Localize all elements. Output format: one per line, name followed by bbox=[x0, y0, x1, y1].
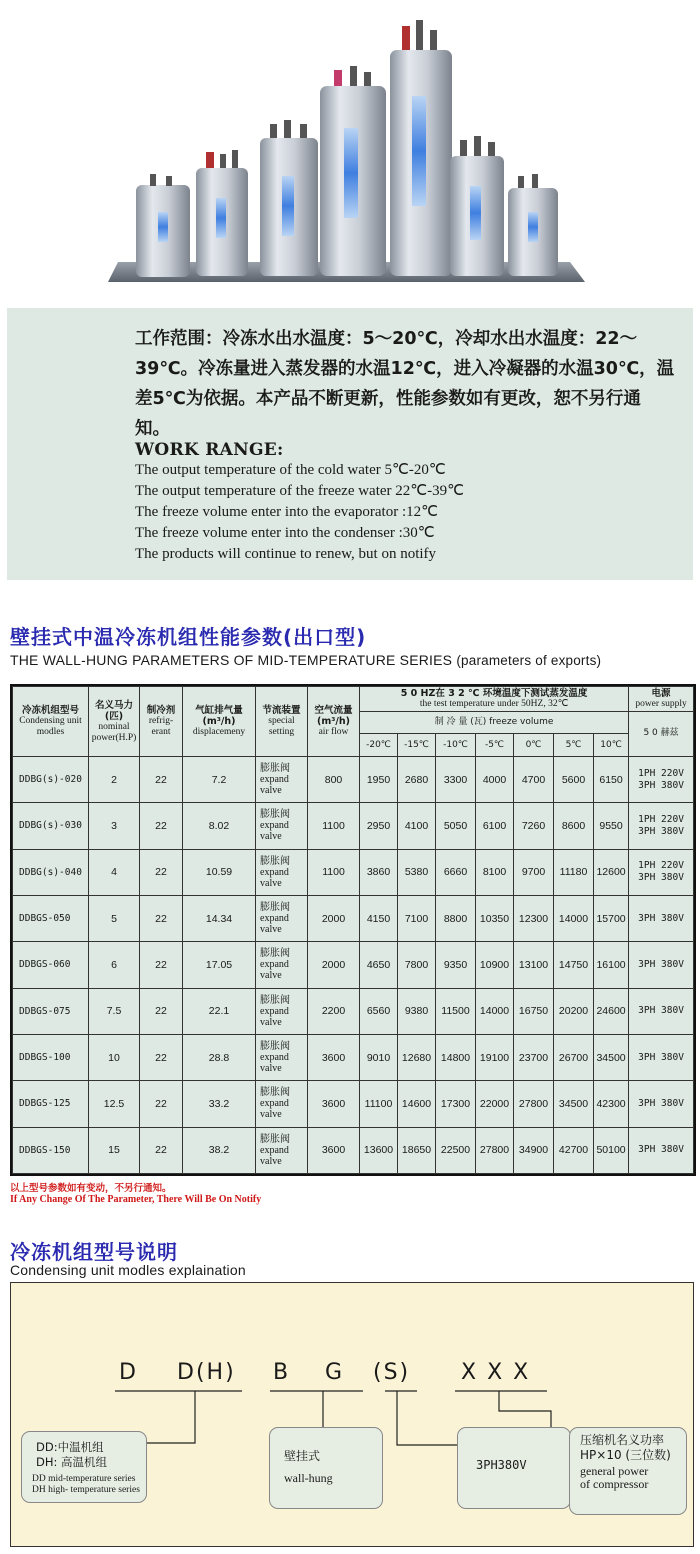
table-row bbox=[13, 1127, 694, 1173]
cell-freeze: 4000 bbox=[476, 757, 514, 803]
compressor-power-en: general power of compressor bbox=[580, 1464, 649, 1491]
work-range-line: The output temperature of the freeze water 22℃-39℃ bbox=[135, 483, 464, 499]
cell-refrigerant: 22 bbox=[140, 895, 183, 941]
cell-hp: 6 bbox=[89, 942, 140, 988]
cell-freeze: 17300 bbox=[436, 1081, 476, 1127]
cell-freeze: 5050 bbox=[436, 803, 476, 849]
cell-throttle: 膨胀阀 expand valve bbox=[256, 803, 308, 849]
cell-freeze: 14800 bbox=[436, 1034, 476, 1080]
cylinder-6 bbox=[450, 136, 504, 276]
cell-airflow: 3600 bbox=[308, 1127, 360, 1173]
cell-freeze: 42700 bbox=[554, 1127, 594, 1173]
work-range-lines bbox=[135, 460, 464, 565]
table-note-en: If Any Change Of The Parameter, There Will Be On Notify bbox=[10, 1194, 262, 1205]
cell-freeze: 4100 bbox=[398, 803, 436, 849]
cell-refrigerant: 22 bbox=[140, 1034, 183, 1080]
cell-freeze: 9380 bbox=[398, 988, 436, 1034]
cell-freeze: 3300 bbox=[436, 757, 476, 803]
cell-freeze: 5600 bbox=[554, 757, 594, 803]
cell-displacement: 10.59 bbox=[183, 849, 256, 895]
cell-throttle: 膨胀阀 expand valve bbox=[256, 942, 308, 988]
cell-freeze: 6150 bbox=[594, 757, 629, 803]
header-refrigerant: 制冷剂 refrig-erant bbox=[140, 687, 183, 757]
cell-model: DDBG(s)-020 bbox=[13, 757, 89, 803]
cell-freeze: 6560 bbox=[360, 988, 398, 1034]
cell-freeze: 50100 bbox=[594, 1127, 629, 1173]
cell-freeze: 34900 bbox=[514, 1127, 554, 1173]
cell-freeze: 9010 bbox=[360, 1034, 398, 1080]
header-temp: 10℃ bbox=[594, 734, 629, 757]
work-range-line: The freeze volume enter into the evaporator :12℃ bbox=[135, 504, 438, 520]
table-title-en-sub: (parameters of exports) bbox=[456, 653, 602, 668]
cell-freeze: 11100 bbox=[360, 1081, 398, 1127]
cell-power: 3PH 380V bbox=[629, 1127, 694, 1173]
wall-hung-en: wall-hung bbox=[284, 1471, 333, 1485]
cell-airflow: 2000 bbox=[308, 942, 360, 988]
cylinder-1 bbox=[136, 174, 190, 277]
cell-displacement: 14.34 bbox=[183, 895, 256, 941]
cell-model: DDBGS-050 bbox=[13, 895, 89, 941]
cell-displacement: 8.02 bbox=[183, 803, 256, 849]
cylinder-3 bbox=[260, 120, 318, 276]
cell-freeze: 6100 bbox=[476, 803, 514, 849]
header-model: 冷冻机组型号 Condensing unit modles bbox=[13, 687, 89, 757]
cell-freeze: 22500 bbox=[436, 1127, 476, 1173]
cell-power: 3PH 380V bbox=[629, 1081, 694, 1127]
cell-throttle: 膨胀阀 expand valve bbox=[256, 757, 308, 803]
code-part: G bbox=[325, 1360, 345, 1385]
cell-throttle: 膨胀阀 expand valve bbox=[256, 1034, 308, 1080]
power-box bbox=[457, 1427, 571, 1509]
cell-freeze: 2680 bbox=[398, 757, 436, 803]
wall-hung-box bbox=[269, 1427, 383, 1509]
header-temp: -20℃ bbox=[360, 734, 398, 757]
cell-freeze: 27800 bbox=[514, 1081, 554, 1127]
cell-refrigerant: 22 bbox=[140, 988, 183, 1034]
cell-freeze: 16750 bbox=[514, 988, 554, 1034]
explain-title-en: Condensing unit modles explaination bbox=[10, 1262, 246, 1278]
cell-freeze: 10900 bbox=[476, 942, 514, 988]
cell-model: DDBGS-125 bbox=[13, 1081, 89, 1127]
compressor-power-cn: 压缩机名义功率 HP×10 (三位数) bbox=[580, 1433, 671, 1462]
cell-freeze: 20200 bbox=[554, 988, 594, 1034]
cell-displacement: 38.2 bbox=[183, 1127, 256, 1173]
cell-hp: 10 bbox=[89, 1034, 140, 1080]
table-row bbox=[13, 1034, 694, 1080]
cell-hp: 7.5 bbox=[89, 988, 140, 1034]
cell-model: DDBG(s)-040 bbox=[13, 849, 89, 895]
cell-freeze: 8600 bbox=[554, 803, 594, 849]
header-temp: -10℃ bbox=[436, 734, 476, 757]
cell-throttle: 膨胀阀 expand valve bbox=[256, 849, 308, 895]
header-test-condition: 5 0 HZ在 3 2 ℃ 环境温度下测试蒸发温度 the test temperature under 50HZ, 32℃ bbox=[360, 687, 629, 712]
cell-power: 3PH 380V bbox=[629, 1034, 694, 1080]
header-temp: 0℃ bbox=[514, 734, 554, 757]
cell-model: DDBG(s)-030 bbox=[13, 803, 89, 849]
cell-airflow: 2200 bbox=[308, 988, 360, 1034]
cylinder-7 bbox=[508, 174, 558, 276]
cell-airflow: 1100 bbox=[308, 803, 360, 849]
cell-hp: 5 bbox=[89, 895, 140, 941]
series-box-cn: DD:中温机组 DH: 高温机组 bbox=[36, 1440, 108, 1469]
header-power: 电源 power supply bbox=[629, 687, 694, 712]
cell-freeze: 15700 bbox=[594, 895, 629, 941]
cell-throttle: 膨胀阀 expand valve bbox=[256, 895, 308, 941]
cell-displacement: 33.2 bbox=[183, 1081, 256, 1127]
cell-freeze: 27800 bbox=[476, 1127, 514, 1173]
table-row bbox=[13, 895, 694, 941]
cell-airflow: 3600 bbox=[308, 1034, 360, 1080]
work-range-panel bbox=[7, 308, 693, 580]
cylinder-5 bbox=[390, 20, 452, 276]
cell-freeze: 5380 bbox=[398, 849, 436, 895]
cell-freeze: 13600 bbox=[360, 1127, 398, 1173]
cell-freeze: 14000 bbox=[476, 988, 514, 1034]
cell-throttle: 膨胀阀 expand valve bbox=[256, 988, 308, 1034]
cell-freeze: 12600 bbox=[594, 849, 629, 895]
cell-freeze: 7260 bbox=[514, 803, 554, 849]
work-range-cn-text: 工作范围：冷冻水出水温度：5～20℃，冷却水出水温度：22～39℃。冷冻量进入蒸发器的水温12℃，进入冷凝器的水温30℃，温差5℃为依据。本产品不断更新，性能参数如有更改，恕不另行通知。 bbox=[135, 329, 675, 439]
series-box-en: DD mid-temperature series DH high- temperature series bbox=[32, 1474, 140, 1495]
work-range-line: The output temperature of the cold water 5℃-20℃ bbox=[135, 462, 446, 478]
cell-freeze: 9700 bbox=[514, 849, 554, 895]
code-part: D bbox=[119, 1360, 138, 1385]
table-title-en-main: THE WALL-HUNG PARAMETERS OF MID-TEMPERATURE SERIES bbox=[10, 652, 453, 668]
header-temp: -15℃ bbox=[398, 734, 436, 757]
cell-freeze: 18650 bbox=[398, 1127, 436, 1173]
code-part: B bbox=[273, 1360, 291, 1385]
cell-airflow: 2000 bbox=[308, 895, 360, 941]
cell-freeze: 14000 bbox=[554, 895, 594, 941]
work-range-line: The freeze volume enter into the condenser :30℃ bbox=[135, 525, 435, 541]
header-frequency: 5 0 赫兹 bbox=[629, 711, 694, 756]
cell-displacement: 22.1 bbox=[183, 988, 256, 1034]
cell-power: 1PH 220V 3PH 380V bbox=[629, 803, 694, 849]
table-title-cn: 壁挂式中温冷冻机组性能参数(出口型) bbox=[10, 625, 367, 649]
table-row bbox=[13, 942, 694, 988]
table-row bbox=[13, 1081, 694, 1127]
cell-throttle: 膨胀阀 expand valve bbox=[256, 1127, 308, 1173]
cell-model: DDBGS-075 bbox=[13, 988, 89, 1034]
cell-freeze: 13100 bbox=[514, 942, 554, 988]
code-part: (S) bbox=[373, 1360, 411, 1385]
cell-freeze: 8800 bbox=[436, 895, 476, 941]
header-freeze-volume: 制 冷 量 (瓦) freeze volume bbox=[360, 711, 629, 734]
cell-refrigerant: 22 bbox=[140, 1081, 183, 1127]
cell-freeze: 34500 bbox=[554, 1081, 594, 1127]
header-temp: -5℃ bbox=[476, 734, 514, 757]
cell-freeze: 1950 bbox=[360, 757, 398, 803]
cell-model: DDBGS-150 bbox=[13, 1127, 89, 1173]
header-displacement: 气缸排气量(m³/h) displacemeny bbox=[183, 687, 256, 757]
header-temp: 5℃ bbox=[554, 734, 594, 757]
cell-freeze: 22000 bbox=[476, 1081, 514, 1127]
cell-refrigerant: 22 bbox=[140, 942, 183, 988]
cell-hp: 4 bbox=[89, 849, 140, 895]
compressor-power-box bbox=[569, 1427, 687, 1515]
code-part: X X X bbox=[461, 1360, 531, 1385]
cell-freeze: 3860 bbox=[360, 849, 398, 895]
code-part: D(H) bbox=[177, 1360, 236, 1385]
cell-model: DDBGS-100 bbox=[13, 1034, 89, 1080]
cell-refrigerant: 22 bbox=[140, 1127, 183, 1173]
parameters-table bbox=[10, 684, 696, 1176]
cell-throttle: 膨胀阀 expand valve bbox=[256, 1081, 308, 1127]
table-row bbox=[13, 988, 694, 1034]
table-note-cn: 以上型号参数如有变动，不另行通知。 bbox=[10, 1183, 172, 1194]
work-range-title: WORK RANGE: bbox=[135, 440, 284, 460]
cell-freeze: 11500 bbox=[436, 988, 476, 1034]
cell-airflow: 800 bbox=[308, 757, 360, 803]
cell-freeze: 7100 bbox=[398, 895, 436, 941]
table-row bbox=[13, 757, 694, 803]
cell-power: 3PH 380V bbox=[629, 988, 694, 1034]
cell-freeze: 14750 bbox=[554, 942, 594, 988]
cell-refrigerant: 22 bbox=[140, 849, 183, 895]
cell-freeze: 24600 bbox=[594, 988, 629, 1034]
wall-hung-cn: 壁挂式 bbox=[284, 1449, 321, 1463]
cell-displacement: 28.8 bbox=[183, 1034, 256, 1080]
table-title-en bbox=[10, 652, 601, 668]
cell-model: DDBGS-060 bbox=[13, 942, 89, 988]
cell-power: 1PH 220V 3PH 380V bbox=[629, 849, 694, 895]
cell-freeze: 26700 bbox=[554, 1034, 594, 1080]
work-range-line: The products will continue to renew, but on notify bbox=[135, 546, 437, 562]
cell-power: 3PH 380V bbox=[629, 942, 694, 988]
cell-freeze: 19100 bbox=[476, 1034, 514, 1080]
table-row bbox=[13, 803, 694, 849]
header-airflow: 空气流量(m³/h) air flow bbox=[308, 687, 360, 757]
cell-freeze: 10350 bbox=[476, 895, 514, 941]
cell-airflow: 1100 bbox=[308, 849, 360, 895]
cell-freeze: 9550 bbox=[594, 803, 629, 849]
model-explanation-diagram bbox=[10, 1282, 694, 1547]
cell-hp: 12.5 bbox=[89, 1081, 140, 1127]
cell-hp: 3 bbox=[89, 803, 140, 849]
cell-freeze: 2950 bbox=[360, 803, 398, 849]
explain-title-cn: 冷冻机组型号说明 bbox=[10, 1240, 178, 1264]
cell-freeze: 6660 bbox=[436, 849, 476, 895]
cell-freeze: 16100 bbox=[594, 942, 629, 988]
cell-freeze: 14600 bbox=[398, 1081, 436, 1127]
header-throttle: 节流装置 special setting bbox=[256, 687, 308, 757]
cylinder-2 bbox=[196, 150, 248, 276]
cell-freeze: 12680 bbox=[398, 1034, 436, 1080]
table-row bbox=[13, 849, 694, 895]
cell-hp: 2 bbox=[89, 757, 140, 803]
cell-power: 3PH 380V bbox=[629, 895, 694, 941]
product-photo bbox=[0, 0, 700, 300]
cell-airflow: 3600 bbox=[308, 1081, 360, 1127]
series-box bbox=[21, 1431, 147, 1503]
power-box-text: 3PH380V bbox=[476, 1458, 527, 1472]
cell-freeze: 9350 bbox=[436, 942, 476, 988]
cell-displacement: 7.2 bbox=[183, 757, 256, 803]
cell-freeze: 42300 bbox=[594, 1081, 629, 1127]
cell-hp: 15 bbox=[89, 1127, 140, 1173]
cell-freeze: 4650 bbox=[360, 942, 398, 988]
header-hp: 名义马力(匹) nominal power(H.P) bbox=[89, 687, 140, 757]
cell-freeze: 8100 bbox=[476, 849, 514, 895]
cell-freeze: 34500 bbox=[594, 1034, 629, 1080]
cell-refrigerant: 22 bbox=[140, 757, 183, 803]
cell-freeze: 12300 bbox=[514, 895, 554, 941]
cell-freeze: 11180 bbox=[554, 849, 594, 895]
cylinder-4 bbox=[320, 66, 386, 276]
cell-freeze: 4150 bbox=[360, 895, 398, 941]
cell-refrigerant: 22 bbox=[140, 803, 183, 849]
cell-displacement: 17.05 bbox=[183, 942, 256, 988]
cell-freeze: 7800 bbox=[398, 942, 436, 988]
cell-freeze: 23700 bbox=[514, 1034, 554, 1080]
cell-power: 1PH 220V 3PH 380V bbox=[629, 757, 694, 803]
cell-freeze: 4700 bbox=[514, 757, 554, 803]
